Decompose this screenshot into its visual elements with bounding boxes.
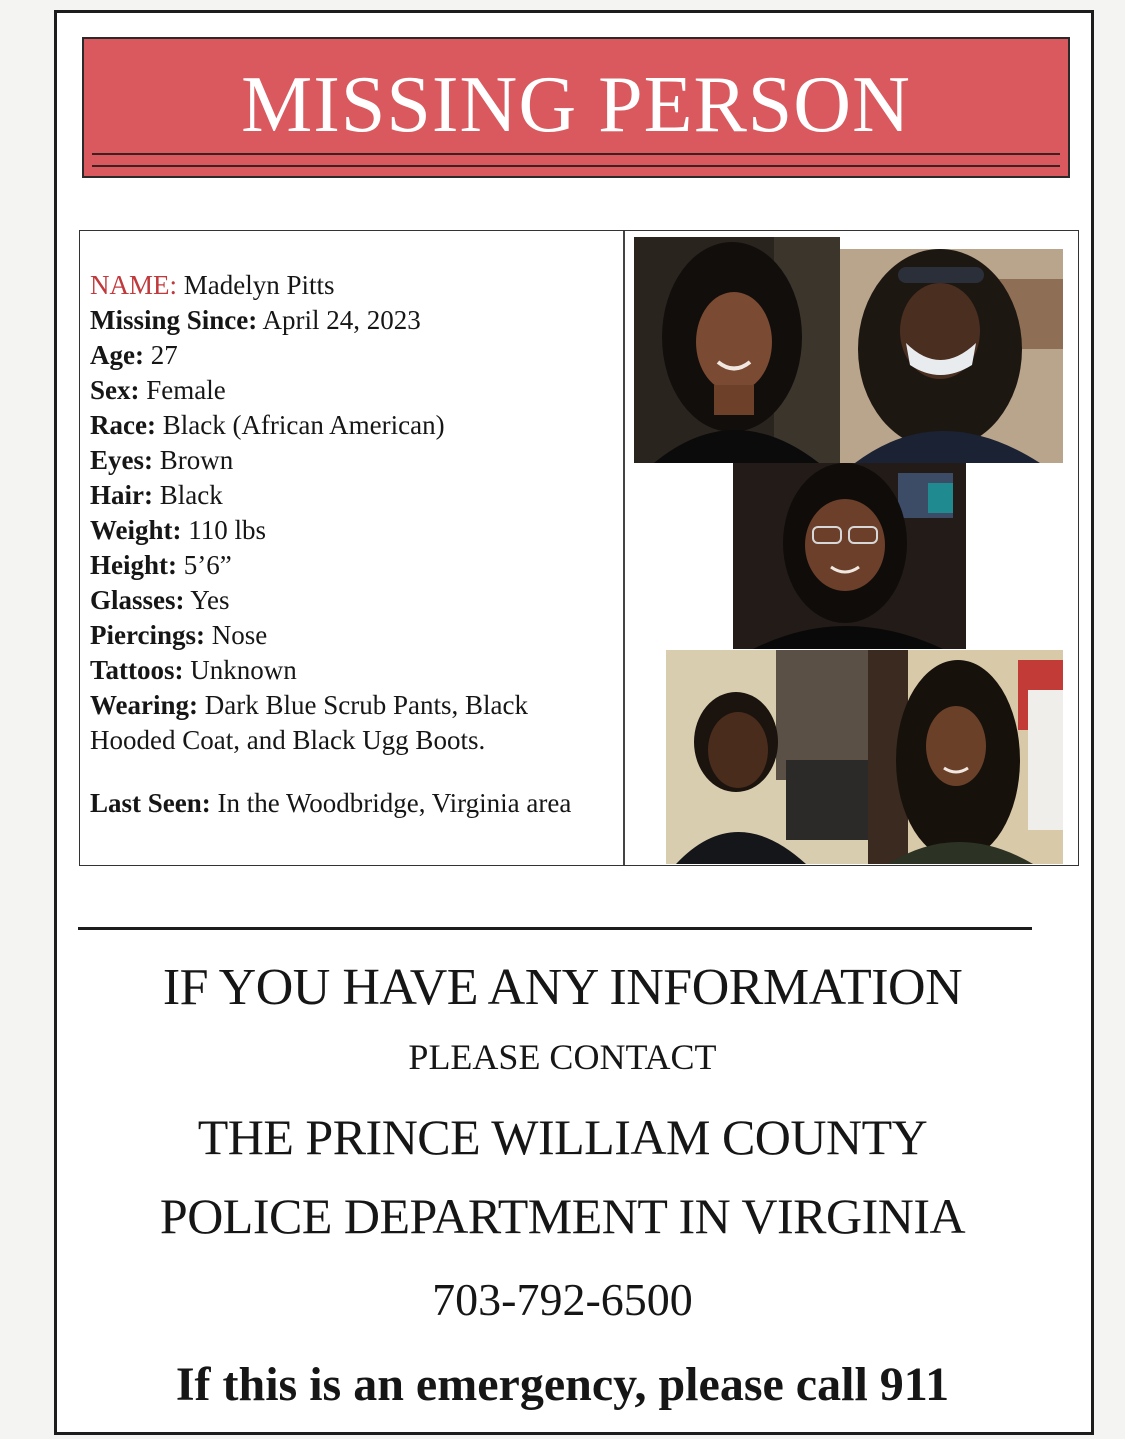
detail-hair: Hair: Black [90, 480, 223, 510]
detail-sex: Sex: Female [90, 375, 226, 405]
detail-glasses: Glasses: Yes [90, 585, 230, 615]
photo-3 [733, 463, 966, 649]
detail-piercings: Piercings: Nose [90, 620, 268, 650]
detail-tattoos: Tattoos: Unknown [90, 655, 297, 685]
contact-agency-line1: THE PRINCE WILLIAM COUNTY [197, 1109, 928, 1165]
spacer [90, 758, 630, 786]
photo-5 [868, 650, 1063, 864]
contact-subheading: PLEASE CONTACT [408, 1037, 717, 1077]
detail-eyes: Eyes: Brown [90, 445, 234, 475]
detail-name: NAME: Madelyn Pitts [90, 270, 335, 300]
emergency-note: If this is an emergency, please call 911 [175, 1358, 950, 1411]
photo-2 [840, 249, 1063, 463]
contact-agency-line2: POLICE DEPARTMENT IN VIRGINIA [159, 1188, 966, 1244]
title-banner [82, 37, 1070, 178]
contact-phone: 703-792-6500 [432, 1274, 693, 1325]
detail-missing-since: Missing Since: April 24, 2023 [90, 305, 421, 335]
detail-height: Height: 5’6” [90, 550, 232, 580]
photo-1 [634, 237, 840, 463]
photo-4 [666, 650, 868, 864]
detail-last-seen: Last Seen: In the Woodbridge, Virginia area [90, 788, 572, 818]
detail-age: Age: 27 [90, 340, 178, 370]
detail-wearing: Wearing: Dark Blue Scrub Pants, Black Hooded Coat, and Black Ugg Boots. [90, 690, 528, 755]
details-list [90, 268, 630, 821]
detail-race: Race: Black (African American) [90, 410, 445, 440]
section-divider [78, 927, 1032, 930]
banner-rule-top [92, 153, 1060, 155]
banner-rule-bottom [92, 165, 1060, 167]
poster-title: MISSING PERSON [241, 61, 911, 149]
detail-weight: Weight: 110 lbs [90, 515, 267, 545]
contact-heading: IF YOU HAVE ANY INFORMATION [162, 959, 963, 1016]
